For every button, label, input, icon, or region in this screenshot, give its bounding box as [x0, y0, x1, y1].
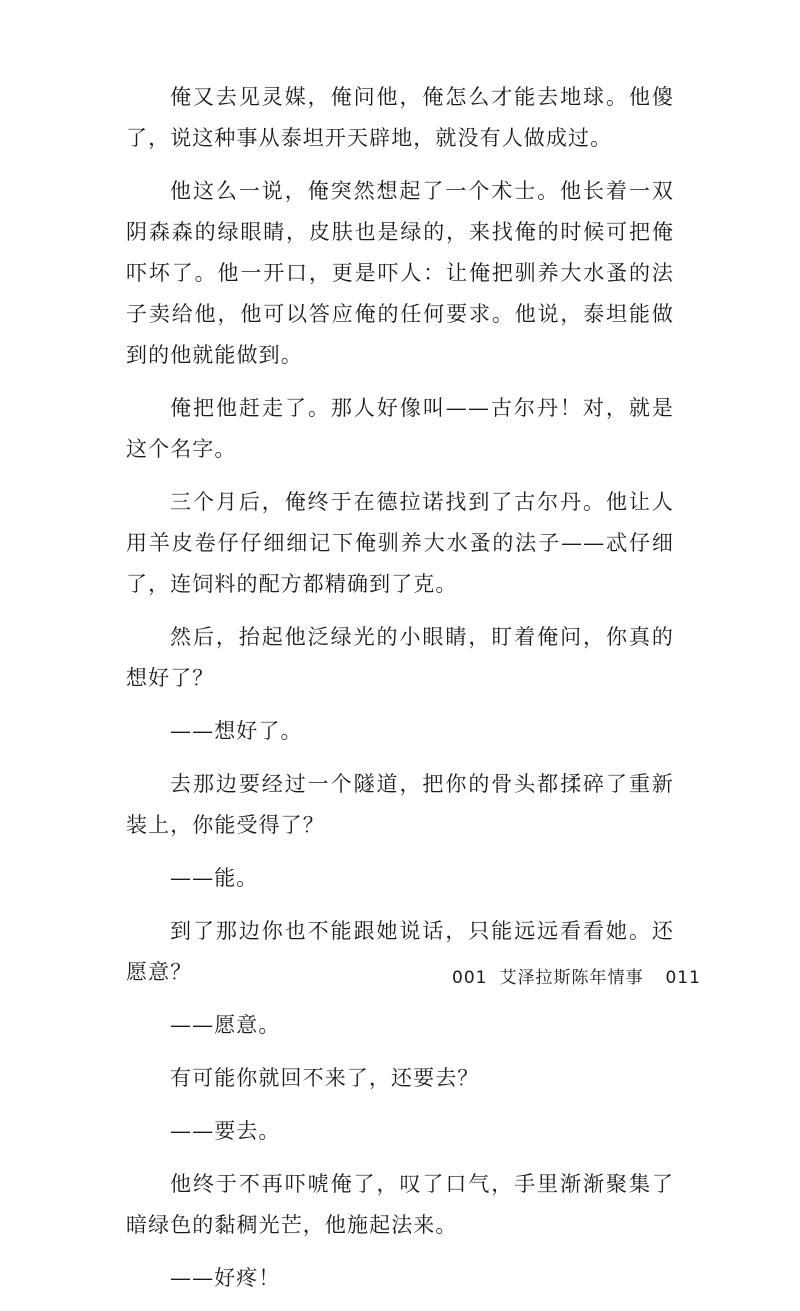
paragraph: ——好疼！ — [170, 1266, 281, 1290]
paragraph: 到了那边你也不能跟她说话，只能远远看看她。还愿意？ — [126, 919, 674, 984]
paragraph: 他这么一说，俺突然想起了一个术士。他长着一双阴森森的绿眼睛，皮肤也是绿的，来找俺的时候可把俺吓坏了。他一开口，更是吓人：让俺把驯养大水蚤的法子卖给他，他可以答应俺的任何要求。他说，泰坦能做到的他就能做到。 — [126, 179, 674, 367]
paragraph: ——要去。 — [170, 1119, 281, 1143]
paragraph: 他终于不再吓唬俺了，叹了口气，手里渐渐聚集了暗绿色的黏稠光芒，他施起法来。 — [126, 1172, 674, 1237]
paragraph: 俺把他赶走了。那人好像叫——古尔丹！对，就是这个名字。 — [126, 396, 674, 461]
paragraph: 俺又去见灵媒，俺问他，俺怎么才能去地球。他傻了，说这种事从泰坦开天辟地，就没有人做成过。 — [126, 85, 674, 150]
paragraph: 三个月后，俺终于在德拉诺找到了古尔丹。他让人用羊皮卷仔仔细细记下俺驯养大水蚤的法子——忒仔细了，连饲料的配方都精确到了克。 — [126, 490, 674, 596]
paragraph: ——愿意。 — [170, 1013, 281, 1037]
paragraph: 有可能你就回不来了，还要去？ — [170, 1066, 480, 1090]
paragraph: ——想好了。 — [170, 719, 303, 743]
body-text — [126, 77, 674, 1311]
paragraph: 然后，抬起他泛绿光的小眼睛，盯着俺问，你真的想好了？ — [126, 625, 674, 690]
chapter-number: 001 — [452, 968, 488, 988]
paragraph: ——能。 — [170, 866, 259, 890]
book-title: 艾泽拉斯陈年情事 — [499, 968, 644, 988]
paragraph: 去那边要经过一个隧道，把你的骨头都揉碎了重新装上，你能受得了？ — [126, 772, 674, 837]
page-number: 011 — [665, 968, 701, 988]
running-footer — [452, 966, 701, 990]
